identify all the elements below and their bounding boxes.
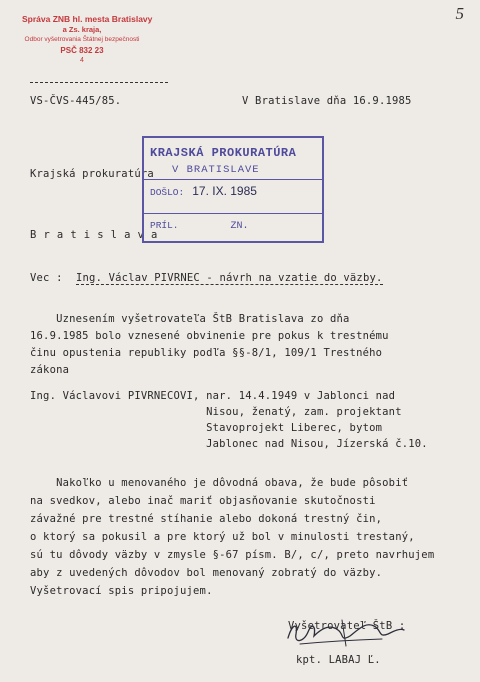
doslo-label: DOŠLO: xyxy=(150,187,185,198)
text-line: Jablonec nad Nisou, Jízerská č.10. xyxy=(30,438,428,450)
reference-number: VS-ČVS-445/85. xyxy=(30,95,122,107)
text-line: Nakoľko u menovaného je dôvodná obava, že bude pôsobiť xyxy=(30,477,409,489)
text-line: na svedkov, alebo inač mariť objasňovanie skutočnosti xyxy=(30,495,376,507)
subject-underlined: Ing. Václav PIVRNEC - návrh na vzatie do väzby. xyxy=(76,272,383,284)
zn-label: ZN. xyxy=(230,221,249,232)
signature-scribble xyxy=(282,612,410,652)
subject-text xyxy=(76,272,383,284)
text-line: Vyšetrovací spis pripojujem. xyxy=(30,585,213,597)
text-line: Nisou, ženatý, zam. projektant xyxy=(30,406,402,418)
text-line: činu opustenia republiky podľa §§-8/1, 109/1 Trestného xyxy=(30,347,383,359)
received-stamp-date-row xyxy=(150,184,257,198)
recipient-line1: Krajská prokuratúra xyxy=(30,168,154,180)
org-stamp xyxy=(22,14,153,67)
org-stamp-line2: a Zs. kraja, xyxy=(62,24,102,34)
text-line: Ing. Václavovi PIVRNECOVI, nar. 14.4.1949 v Jablonci nad xyxy=(30,390,396,402)
text-line: Stavoprojekt Liberec, bytom xyxy=(30,422,383,434)
text-line: o ktorý sa pokusil a pre ktorý už bol v minulosti trestaný, xyxy=(30,531,415,543)
text-line: 16.9.1985 bolo vznesené obvinenie pre pokus k trestnému xyxy=(30,330,389,342)
signature-name: kpt. LABAJ Ľ. xyxy=(296,654,381,666)
received-stamp xyxy=(142,136,324,243)
page-number: 5 xyxy=(455,4,464,23)
pril-label: PRÍL. xyxy=(150,220,179,231)
org-stamp-line4: PSČ 832 23 xyxy=(60,45,104,55)
received-stamp-rule xyxy=(144,179,322,180)
doslo-date: 17. IX. 1985 xyxy=(192,184,257,198)
received-stamp-rule xyxy=(144,213,322,214)
received-stamp-title: KRAJSKÁ PROKURATÚRA xyxy=(150,146,297,160)
subject-label: Vec : xyxy=(30,272,63,284)
received-stamp-city: V BRATISLAVE xyxy=(172,164,260,176)
text-line: aby z uvedených dôvodov bol menovaný zobratý do väzby. xyxy=(30,567,383,579)
text-line: závažné pre trestné stíhanie alebo dokoná trestný čin, xyxy=(30,513,383,525)
text-line: sú tu dôvody väzby v zmysle §-67 písm. B/, c/, preto navrhujem xyxy=(30,549,435,561)
org-stamp-line3: Odbor vyšetrovania Štátnej bezpečnosti xyxy=(24,36,140,43)
place-date: V Bratislave dňa 16.9.1985 xyxy=(242,95,412,107)
signature-title: Vyšetrovateľ ŠtB : xyxy=(288,620,406,632)
received-stamp-ref-row xyxy=(150,220,249,232)
text-line: zákona xyxy=(30,364,70,376)
org-stamp-line5: 4 xyxy=(80,57,84,64)
recipient-line2: B r a t i s l a v a xyxy=(30,229,158,241)
org-stamp-line1: Správa ZNB hl. mesta Bratislavy xyxy=(22,14,153,24)
text-line: Uznesením vyšetrovateľa ŠtB Bratislava zo dňa xyxy=(30,313,350,325)
divider xyxy=(30,82,168,83)
